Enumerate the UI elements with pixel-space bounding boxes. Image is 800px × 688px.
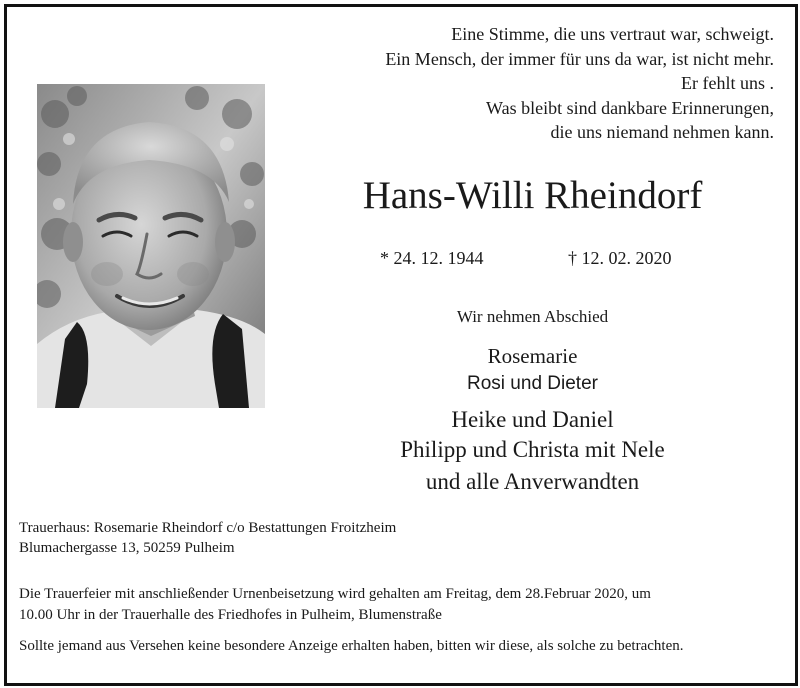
poem-line: Ein Mensch, der immer für uns da war, ist nicht mehr. bbox=[385, 48, 774, 69]
deceased-name: Hans-Willi Rheindorf bbox=[362, 174, 703, 217]
ceremony-line: 10.00 Uhr in der Trauerhalle des Friedhofes in Pulheim, Blumenstraße bbox=[19, 607, 442, 623]
address-line: Trauerhaus: Rosemarie Rheindorf c/o Bestattungen Froitzheim bbox=[19, 520, 397, 536]
birth-date: * 24. 12. 1944 bbox=[380, 248, 484, 268]
notice-text: Sollte jemand aus Versehen keine besondere Anzeige erhalten haben, bitten wir diese, als solche zu betrachten. bbox=[19, 638, 684, 654]
mourner-name: Rosi und Dieter bbox=[467, 373, 598, 394]
mourner-name: Philipp und Christa mit Nele bbox=[400, 437, 665, 462]
mourning-house-address bbox=[19, 518, 396, 558]
ceremony-line: Die Trauerfeier mit anschließender Urnenbeisetzung wird gehalten am Freitag, dem 28.Februar 2020, um bbox=[19, 586, 651, 602]
poem-line: Er fehlt uns . bbox=[681, 73, 774, 93]
address-line: Blumachergasse 13, 50259 Pulheim bbox=[19, 540, 235, 556]
mourner-name: Rosemarie bbox=[487, 344, 578, 368]
mourner-name: und alle Anverwandten bbox=[425, 469, 640, 494]
poem-line: die uns niemand nehmen kann. bbox=[550, 122, 774, 142]
farewell-heading: Wir nehmen Abschied bbox=[456, 307, 609, 326]
death-date: † 12. 02. 2020 bbox=[568, 248, 672, 268]
funeral-ceremony-info bbox=[19, 584, 651, 626]
poem-line: Eine Stimme, die uns vertraut war, schweigt. bbox=[451, 24, 774, 44]
mourner-name: Heike und Daniel bbox=[451, 407, 614, 432]
poem-line: Was bleibt sind dankbare Erinnerungen, bbox=[486, 97, 774, 118]
memorial-poem bbox=[385, 22, 774, 145]
portrait-photo bbox=[37, 84, 265, 408]
